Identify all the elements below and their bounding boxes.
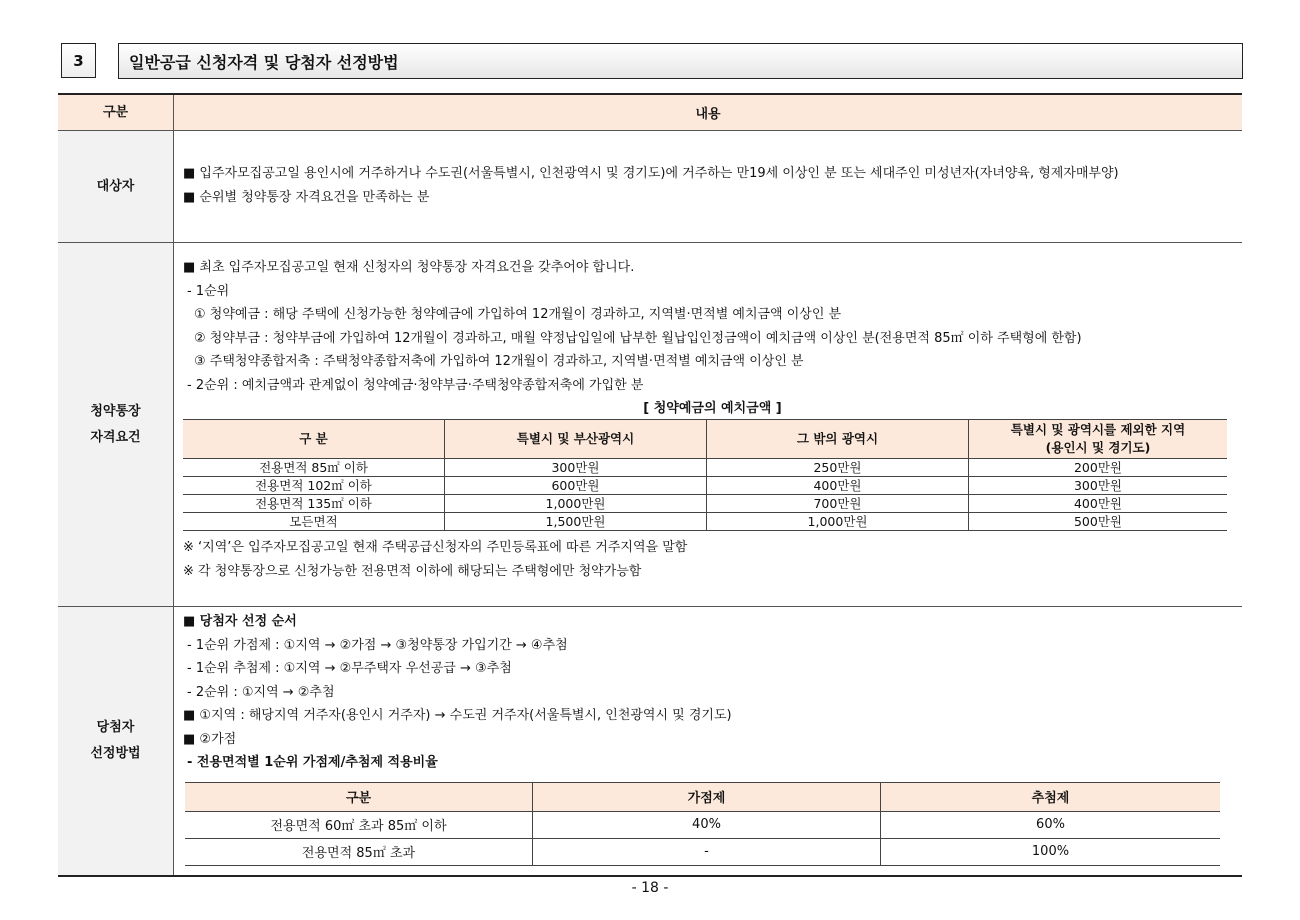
winner-label-line: 당첨자 [96, 720, 135, 735]
ratio-table [185, 782, 1220, 866]
section-title: 일반공급 신청자격 및 당첨자 선정방법 [118, 43, 1243, 79]
winner-line: ■ ①지역 : 해당지역 거주자(용인시 거주자) → 수도권 거주자(서울특별시, 인천광역시 및 경기도) [183, 708, 732, 723]
table-cell: 200만원 [969, 459, 1228, 477]
account-line: ■ 최초 입주자모집공고일 현재 신청자의 청약통장 자격요건을 갖추어야 합니다. [183, 260, 635, 275]
table-cell: 300만원 [445, 459, 707, 477]
winner-line: - 1순위 추첨제 : ①지역 → ②무주택자 우선공급 → ③추첨 [187, 661, 512, 676]
table-cell: 1,500만원 [445, 513, 707, 531]
table-row [183, 513, 1227, 531]
account-line: ② 청약부금 : 청약부금에 가입하여 12개월이 경과하고, 매월 약정납입일에 납부한 월납입인정금액이 예치금액 이상인 분(전용면적 85㎡ 이하 주택형에 한함) [194, 330, 1082, 346]
deposit-header-line: (용인시 및 경기도) [1045, 440, 1151, 455]
table-cell: 전용면적 102㎡ 이하 [183, 477, 445, 495]
ratio-header-cell: 구분 [185, 782, 533, 811]
table-cell: 전용면적 135㎡ 이하 [183, 495, 445, 513]
account-label [58, 243, 174, 606]
table-cell: 모든면적 [183, 513, 445, 531]
account-line: - 2순위 : 예치금액과 관계없이 청약예금·청약부금·주택청약종합저축에 가입한 분 [187, 377, 644, 393]
table-cell: 전용면적 85㎡ 이하 [183, 459, 445, 477]
account-note: ※ 각 청약통장으로 신청가능한 전용면적 이하에 해당되는 주택형에만 청약가능함 [183, 563, 642, 579]
winner-line: ■ 당첨자 선정 순서 [183, 614, 297, 629]
account-content [174, 243, 1242, 606]
header-category: 구분 [58, 95, 174, 130]
section-number: 3 [61, 43, 96, 78]
table-cell: - [533, 838, 881, 865]
page-number: - 18 - [631, 880, 669, 896]
target-content [174, 131, 1242, 242]
table-cell: 400만원 [707, 477, 969, 495]
winner-line: - 전용면적별 1순위 가점제/추첨제 적용비율 [187, 755, 438, 770]
header-content: 내용 [695, 107, 721, 122]
account-note: ※ ‘지역’은 입주자모집공고일 현재 주택공급신청자의 주민등록표에 따른 거주지역을 말함 [183, 540, 688, 555]
table-cell: 250만원 [707, 459, 969, 477]
winner-label-line: 선정방법 [90, 746, 141, 761]
table-cell: 전용면적 60㎡ 초과 85㎡ 이하 [185, 811, 533, 838]
table-cell: 600만원 [445, 477, 707, 495]
target-label: 대상자 [58, 131, 174, 242]
target-line: ■ 입주자모집공고일 용인시에 거주하거나 수도권(서울특별시, 인천광역시 및 경기도)에 거주하는 만19세 이상인 분 또는 세대주인 미성년자(자녀양육, 형제자매부양) [183, 166, 1119, 181]
winner-line: - 2순위 : ①지역 → ②추첨 [187, 684, 335, 700]
winner-label [58, 607, 174, 875]
deposit-table [183, 419, 1227, 531]
table-cell: 1,000만원 [445, 495, 707, 513]
winner-row [58, 607, 1242, 877]
table-cell: 60% [881, 811, 1221, 838]
deposit-header-cell: 구 분 [183, 420, 445, 459]
target-row [58, 131, 1242, 243]
deposit-header-line: 특별시 및 광역시를 제외한 지역 [1010, 422, 1186, 437]
account-label-line: 청약통장 [90, 403, 141, 419]
table-cell: 1,000만원 [707, 513, 969, 531]
ratio-table-header [185, 782, 1220, 811]
winner-line: - 1순위 가점제 : ①지역 → ②가점 → ③청약통장 가입기간 → ④추첨 [187, 637, 568, 653]
table-header-row [58, 93, 1242, 131]
account-row [58, 243, 1242, 607]
ratio-header-cell: 가점제 [533, 782, 881, 811]
table-cell: 100% [881, 838, 1221, 865]
table-row [183, 459, 1227, 477]
deposit-header-cell: 특별시 및 부산광역시 [445, 420, 707, 459]
table-cell: 500만원 [969, 513, 1228, 531]
table-row [183, 477, 1227, 495]
eligibility-table [58, 93, 1242, 877]
account-line: ③ 주택청약종합저축 : 주택청약종합저축에 가입하여 12개월이 경과하고, 지역별·면적별 예치금액 이상인 분 [194, 354, 804, 369]
account-label-line: 자격요건 [90, 429, 141, 445]
table-row [185, 811, 1220, 838]
winner-line: ■ ②가점 [183, 731, 237, 747]
deposit-table-header [183, 420, 1227, 459]
account-line: - 1순위 [187, 283, 230, 299]
table-row [183, 495, 1227, 513]
target-line: ■ 순위별 청약통장 자격요건을 만족하는 분 [183, 189, 430, 205]
deposit-table-title: [ 청약예금의 예치금액 ] [643, 401, 782, 416]
account-line: ① 청약예금 : 해당 주택에 신청가능한 청약예금에 가입하여 12개월이 경과하고, 지역별·면적별 예치금액 이상인 분 [194, 307, 842, 322]
table-cell: 400만원 [969, 495, 1228, 513]
deposit-header-cell: 그 밖의 광역시 [707, 420, 969, 459]
ratio-header-cell: 추첨제 [881, 782, 1221, 811]
table-cell: 전용면적 85㎡ 초과 [185, 838, 533, 865]
table-row [185, 838, 1220, 865]
deposit-header-cell [969, 420, 1228, 459]
table-cell: 700만원 [707, 495, 969, 513]
winner-content [174, 607, 1242, 875]
table-cell: 300만원 [969, 477, 1228, 495]
table-cell: 40% [533, 811, 881, 838]
